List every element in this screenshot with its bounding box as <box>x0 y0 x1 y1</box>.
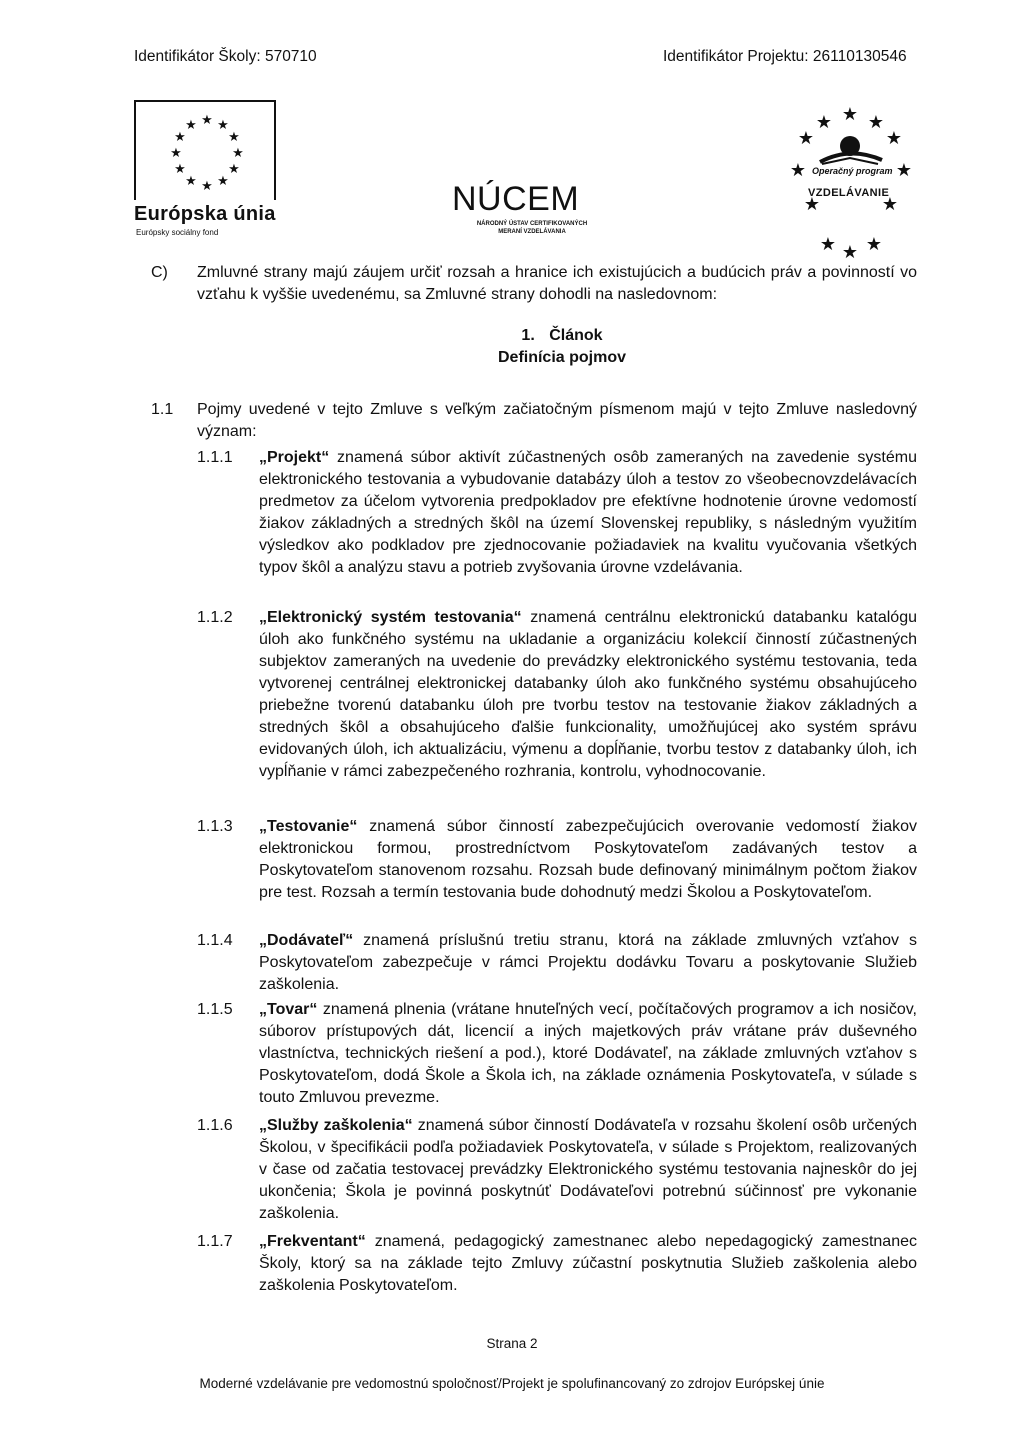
svg-text:★: ★ <box>201 113 213 128</box>
svg-text:★: ★ <box>201 179 213 194</box>
svg-text:★: ★ <box>170 146 182 161</box>
svg-text:★: ★ <box>217 174 229 189</box>
definition-item <box>259 607 917 783</box>
svg-text:★: ★ <box>228 130 240 145</box>
definition-item <box>259 999 917 1109</box>
definition-term: „Elektronický systém testovania“ <box>259 609 522 626</box>
eu-stars-icon <box>164 110 250 196</box>
svg-text:★: ★ <box>819 234 837 255</box>
definition-number: 1.1.1 <box>197 449 233 466</box>
definition-term: „Služby zaškolenia“ <box>259 1117 413 1134</box>
svg-text:★: ★ <box>865 234 883 255</box>
definition-text: znamená súbor aktivít zúčastnených osôb zameraných na zavedenie systému elektronického testovania a vybudovanie databázy úloh a testov zo všeobecnovzdelávacích predmetov za účelom vytvorenia predpokladov pre efektívne hodnotenie úrovne vedomostí žiakov základných a stredných škôl na území Slovenskej republiky, s následným využitím výsledkov ako podkladov pre zjednocovanie požiadaviek na kvalitu vyučovania všetkých typov škôl a analýzu stavu a potrieb zvyšovania úrovne vzdelávania. <box>259 449 917 576</box>
section-paragraph: Pojmy uvedené v tejto Zmluve s veľkým začiatočným písmenom majú v tejto Zmluve nasledovný význam: <box>197 401 917 440</box>
eu-logo-title: Európska únia <box>134 203 276 225</box>
svg-text:★: ★ <box>885 128 903 149</box>
intro-paragraph: Zmluvné strany majú záujem určiť rozsah a hranice ich existujúcich a budúcich práv a povinností vo vzťahu k vyššie uvedenému, sa Zmluvné strany dohodli na nasledovnom: <box>197 264 917 303</box>
article-number: 1. <box>521 327 535 344</box>
svg-text:★: ★ <box>841 242 859 260</box>
article-heading <box>0 327 1024 345</box>
definition-number: 1.1.2 <box>197 609 233 626</box>
definition-number: 1.1.3 <box>197 818 233 835</box>
svg-text:★: ★ <box>867 112 885 133</box>
article-title: Definícia pojmov <box>497 349 627 366</box>
eu-logo <box>134 100 276 200</box>
definition-text: znamená súbor činností Dodávateľa v rozsahu školení osôb určených Školou, v špecifikácii podľa požiadaviek Poskytovateľa, v súlade s Projektom, realizovaných v čase od začatia testovacej prevádzky Elektronického systému testovania najneskôr do jej ukončenia; Škola je povinná poskytnúť Dodávateľovi potrebnú súčinnosť pre vykonanie zaškolenia. <box>259 1117 918 1222</box>
definition-text: znamená centrálnu elektronickú databanku katalógu úloh ako funkčného systému na ukladanie a organizáciu kolekcií činností zúčastnených subjektov zameraných na uvedenie do prevádzky elektronického systému testovania, teda vytvorenej centrálnej elektronickej databanky úloh ako funkčného systému obsahujúceho priebežne tvorenú databanku úloh pre tvorbu testov na testovanie žiakov základných a stredných škôl a obsahujúceho ďalšie funkcionality, umožňujúcej ako systém správu evidovaných úloh, ich aktualizáciu, výmenu a dopĺňanie, tvorbu testov z databanky úloh, ich vypĺňanie v rámci zabezpečeného rozhrania, kontrolu, vyhodnocovanie. <box>259 609 918 780</box>
footer-note: Moderné vzdelávanie pre vedomostnú spoločnosť/Projekt je spolufinancovaný zo zdrojov Európskej únie <box>199 1376 825 1391</box>
definition-text: znamená plnenia (vrátane hnuteľných vecí, počítačových programov a ich nosičov, súborov prístupových dát, licencií a iných majetkových práv vrátane práv duševného vlastníctva, technických riešení a pod.), ktoré Dodávateľ, na základe zmluvných vzťahov s Poskytovateľom, dodá Škole a Škola ich, na základe oznámenia Poskytovateľa, v súlade s touto Zmluvou prevezme. <box>259 1001 917 1106</box>
definition-text: znamená, pedagogický zamestnanec alebo nepedagogický zamestnanec Školy, ktorý sa na základe tejto Zmluvy zúčastní poskytnutia Služieb zaškolenia alebo zaškolenia Poskytovateľom. <box>259 1233 917 1294</box>
definition-number: 1.1.7 <box>197 1233 233 1250</box>
svg-text:★: ★ <box>895 160 913 181</box>
svg-text:★: ★ <box>815 112 833 133</box>
svg-text:★: ★ <box>185 174 197 189</box>
svg-text:★: ★ <box>797 128 815 149</box>
definition-term: „Dodávateľ“ <box>259 932 354 949</box>
eu-logo-subtitle: Európsky sociálny fond <box>136 228 219 237</box>
definition-number: 1.1.4 <box>197 932 233 949</box>
definition-number: 1.1.5 <box>197 1001 233 1018</box>
svg-text:★: ★ <box>841 104 859 125</box>
svg-text:★: ★ <box>174 130 186 145</box>
svg-text:★: ★ <box>789 160 807 181</box>
op-logo-line1: Operačný program <box>812 166 893 176</box>
op-logo-line2: VZDELÁVANIE <box>808 187 890 199</box>
definition-text: znamená súbor činností zabezpečujúcich overovanie vedomostí žiakov elektronickou formou, prostredníctvom Poskytovateľom zadávaných testov a Poskytovateľom stanovenom rozsahu. Rozsah bude definovaný minimálnym počtom žiakov pre test. Rozsah a termín testovania bude dohodnutý medzi Školou a Poskytovateľom. <box>259 818 917 901</box>
svg-text:★: ★ <box>803 194 821 215</box>
svg-text:★: ★ <box>232 146 244 161</box>
nucem-logo-subtitle: NÁRODNÝ ÚSTAV CERTIFIKOVANÝCH MERANÍ VZDELÁVANIA <box>476 221 588 235</box>
definition-item <box>259 930 917 996</box>
svg-text:★: ★ <box>228 162 240 177</box>
definition-term: „Testovanie“ <box>259 818 358 835</box>
article-word: Článok <box>549 327 603 344</box>
nucem-logo: NÚCEM <box>452 180 580 218</box>
svg-text:★: ★ <box>174 162 186 177</box>
definition-term: „Projekt“ <box>259 449 330 466</box>
definition-item <box>259 816 917 904</box>
intro-label: C) <box>151 264 168 281</box>
definition-item <box>259 1115 917 1225</box>
svg-text:★: ★ <box>185 118 197 133</box>
school-identifier: Identifikátor Školy: 570710 <box>134 48 317 65</box>
definition-item <box>259 1231 917 1297</box>
definition-text: znamená príslušnú tretiu stranu, ktorá na základe zmluvných vzťahov s Poskytovateľom zabezpečuje v rámci Projektu dodávku Tovaru a poskytovanie Služieb zaškolenia. <box>259 932 917 993</box>
project-identifier: Identifikátor Projektu: 26110130546 <box>663 48 907 65</box>
definition-term: „Frekventant“ <box>259 1233 366 1250</box>
definition-number: 1.1.6 <box>197 1117 233 1134</box>
page-number: Strana 2 <box>486 1336 538 1351</box>
section-number: 1.1 <box>151 401 174 418</box>
svg-text:★: ★ <box>881 194 899 215</box>
definition-item <box>259 447 917 579</box>
definition-term: „Tovar“ <box>259 1001 318 1018</box>
op-education-logo-icon <box>770 100 930 260</box>
svg-text:★: ★ <box>217 118 229 133</box>
